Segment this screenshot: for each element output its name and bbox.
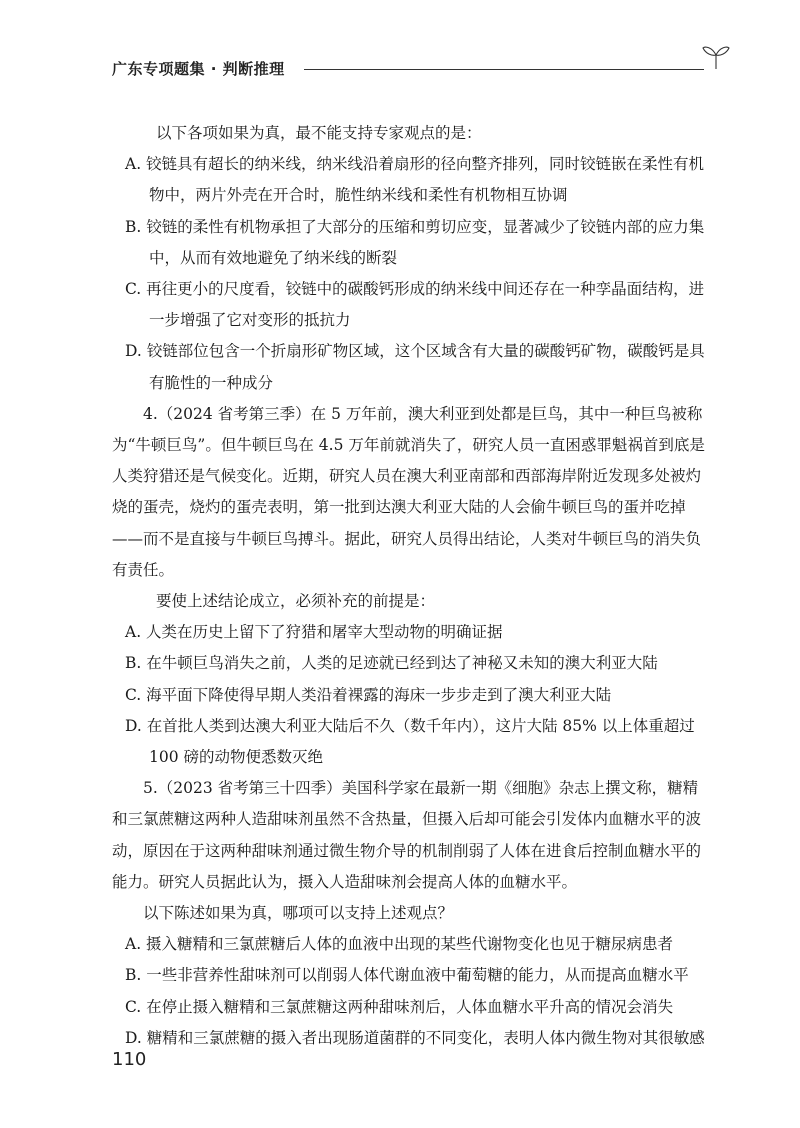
q3-option-a: A. 铰链具有超长的纳米线，纳米线沿着扇形的径向整齐排列，同时铰链嵌在柔性有机物中，两片外壳在开合时，脆性纳米线和柔性有机物相互协调 — [125, 155, 705, 205]
q5-option-d: D. 糖精和三氯蔗糖的摄入者出现肠道菌群的不同变化，表明人体内微生物对其很敏感 — [125, 1028, 705, 1047]
q4-stem: 4.（2024 省考第三季）在 5 万年前，澳大利亚到处都是巨鸟，其中一种巨鸟被称为“牛顿巨鸟”。但牛顿巨鸟在 4.5 万年前就消失了，研究人员一直困惑罪魁祸首到底是人类狩猎还是气候变化。近期，研究人员在澳大利亚南部和西部海岸附近发现多处被灼烧的蛋壳，烧灼的蛋壳表明，第一批到达澳大利亚大陆的人会偷牛顿巨鸟的蛋并吃掉——而不是直接与牛顿巨鸟搏斗。据此，研究人员得出结论，人类对牛顿巨鸟的消失负有责任。 — [112, 404, 705, 579]
q3-prompt: 以下各项如果为真，最不能支持专家观点的是： — [156, 124, 482, 142]
q4-option-c: C. 海平面下降使得早期人类沿着裸露的海床一步步走到了澳大利亚大陆 — [125, 685, 612, 704]
q3-option-c: C. 再往更小的尺度看，铰链中的碳酸钙形成的纳米线中间还存在一种孪晶面结构，进一步增强了它对变形的抵抗力 — [125, 280, 705, 330]
running-header — [112, 54, 730, 84]
q5-prompt: 以下陈述如果为真，哪项可以支持上述观点？ — [143, 904, 454, 923]
q4-prompt: 要使上述结论成立，必须补充的前提是： — [156, 592, 436, 611]
q5-option-b: B. 一些非营养性甜味剂可以削弱人体代谢血液中葡萄糖的能力，从而提高血糖水平 — [125, 966, 689, 985]
q5-stem: 5.（2023 省考第三十四季）美国科学家在最新一期《细胞》杂志上撰文称，糖精和三氯蔗糖这两种人造甜味剂虽然不含热量，但摄入后却可能会引发体内血糖水平的波动，原因在于这两种甜味剂通过微生物介导的机制削弱了人体在进食后控制血糖水平的能力。研究人员据此认为，摄入人造甜味剂会提高人体的血糖水平。 — [112, 779, 702, 891]
header-title: 广东专项题集 · 判断推理 — [112, 60, 285, 78]
page-number: 110 — [112, 1049, 147, 1070]
q4-option-d: D. 在首批人类到达澳大利亚大陆后不久（数千年内），这片大陆 85% 以上体重超过 100 磅的动物便悉数灭绝 — [125, 716, 695, 767]
header-rule — [304, 69, 704, 70]
q4-option-b: B. 在牛顿巨鸟消失之前，人类的足迹就已经到达了神秘又未知的澳大利亚大陆 — [125, 654, 658, 673]
page-body — [112, 118, 713, 1054]
q5-option-c: C. 在停止摄入糖精和三氯蔗糖这两种甜味剂后，人体血糖水平升高的情况会消失 — [125, 997, 674, 1016]
q5-option-a: A. 摄入糖精和三氯蔗糖后人体的血液中出现的某些代谢物变化也见于糖尿病患者 — [125, 935, 674, 954]
q4-option-a: A. 人类在历史上留下了狩猎和屠宰大型动物的明确证据 — [125, 623, 503, 642]
q3-option-b: B. 铰链的柔性有机物承担了大部分的压缩和剪切应变，显著减少了铰链内部的应力集中，从而有效地避免了纳米线的断裂 — [125, 217, 705, 267]
sprout-icon — [702, 44, 730, 70]
q3-option-d: D. 铰链部位包含一个折扇形矿物区域，这个区域含有大量的碳酸钙矿物，碳酸钙是具有脆性的一种成分 — [125, 342, 705, 392]
